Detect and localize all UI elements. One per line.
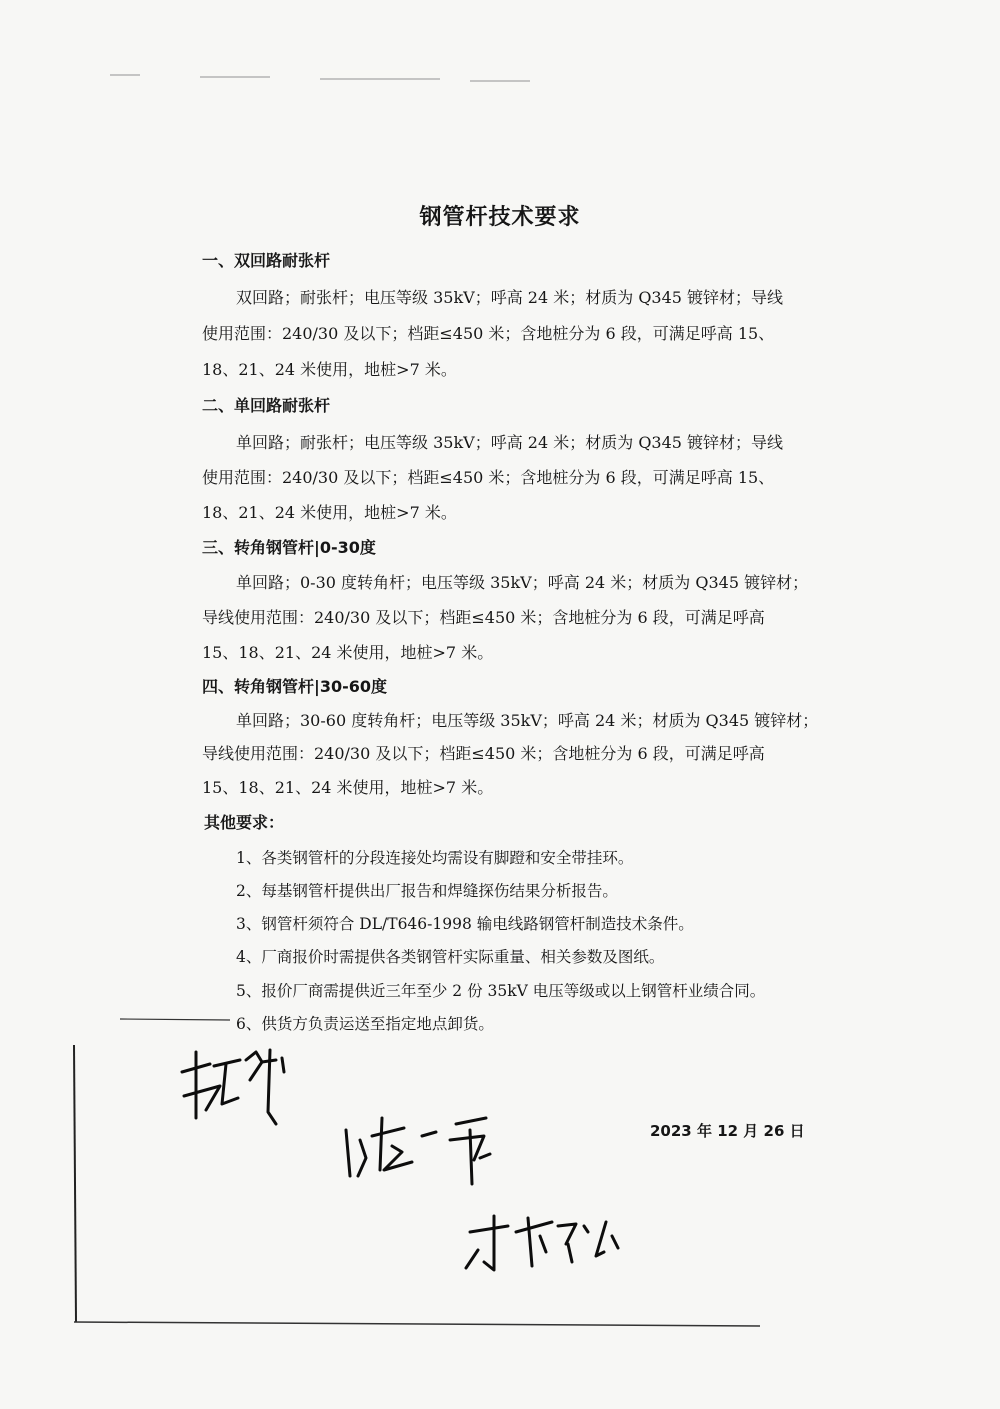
- section-heading-3: 三、转角钢管杆|0-30度: [202, 538, 376, 557]
- section-heading-4: 四、转角钢管杆|30-60度: [202, 677, 388, 696]
- section-2-line-3: 18、21、24 米使用，地桩>7 米。: [202, 503, 457, 522]
- requirement-item-6: 6、供货方负责运送至指定地点卸货。: [236, 1015, 494, 1033]
- frame-left-line: [74, 1045, 76, 1322]
- section-heading-1: 一、双回路耐张杆: [202, 251, 331, 270]
- scan-artifact: [200, 76, 270, 78]
- scan-artifact: [110, 74, 140, 76]
- scan-artifact: [320, 78, 440, 80]
- section-4-line-3: 15、18、21、24 米使用，地桩>7 米。: [202, 778, 494, 797]
- handwritten-signature-2: [346, 1118, 490, 1184]
- section-1-line-1: 双回路；耐张杆；电压等级 35kV；呼高 24 米；材质为 Q345 镀锌材；导线: [236, 288, 784, 307]
- section-3-line-3: 15、18、21、24 米使用，地桩>7 米。: [202, 643, 494, 662]
- document-date: 2023 年 12 月 26 日: [650, 1122, 805, 1140]
- document-title: 钢管杆技术要求: [419, 205, 581, 230]
- section-heading-2: 二、单回路耐张杆: [202, 396, 331, 415]
- scan-artifact: [470, 80, 530, 82]
- section-4-line-2: 导线使用范围：240/30 及以下；档距≤450 米；含地桩分为 6 段，可满足呼高: [202, 744, 765, 763]
- requirement-item-5: 5、报价厂商需提供近三年至少 2 份 35kV 电压等级或以上钢管杆业绩合同。: [236, 982, 766, 1000]
- section-4-line-1: 单回路；30-60 度转角杆；电压等级 35kV；呼高 24 米；材质为 Q345 镀锌材；: [236, 711, 819, 730]
- section-1-line-2: 使用范围：240/30 及以下；档距≤450 米；含地桩分为 6 段，可满足呼高 15、: [202, 324, 775, 343]
- handwritten-signature-1: [182, 1050, 284, 1124]
- section-1-line-3: 18、21、24 米使用，地桩>7 米。: [202, 360, 457, 379]
- handwritten-signature-3: [466, 1216, 618, 1270]
- requirement-item-4: 4、厂商报价时需提供各类钢管杆实际重量、相关参数及图纸。: [236, 948, 665, 966]
- section-3-line-1: 单回路；0-30 度转角杆；电压等级 35kV；呼高 24 米；材质为 Q345 镀锌材；: [236, 573, 809, 592]
- other-requirements-heading: 其他要求：: [204, 813, 285, 832]
- requirement-item-3: 3、钢管杆须符合 DL/T646-1998 输电线路钢管杆制造技术条件。: [236, 915, 694, 933]
- requirement-item-1: 1、各类钢管杆的分段连接处均需设有脚蹬和安全带挂环。: [236, 849, 634, 867]
- requirement-item-2: 2、每基钢管杆提供出厂报告和焊缝探伤结果分析报告。: [236, 882, 618, 900]
- section-2-line-1: 单回路；耐张杆；电压等级 35kV；呼高 24 米；材质为 Q345 镀锌材；导线: [236, 433, 784, 452]
- section-2-line-2: 使用范围：240/30 及以下；档距≤450 米；含地桩分为 6 段，可满足呼高 15、: [202, 468, 775, 487]
- item-6-strike-line: [120, 1019, 230, 1020]
- frame-bottom-line: [74, 1322, 760, 1326]
- section-3-line-2: 导线使用范围：240/30 及以下；档距≤450 米；含地桩分为 6 段，可满足呼高: [202, 608, 765, 627]
